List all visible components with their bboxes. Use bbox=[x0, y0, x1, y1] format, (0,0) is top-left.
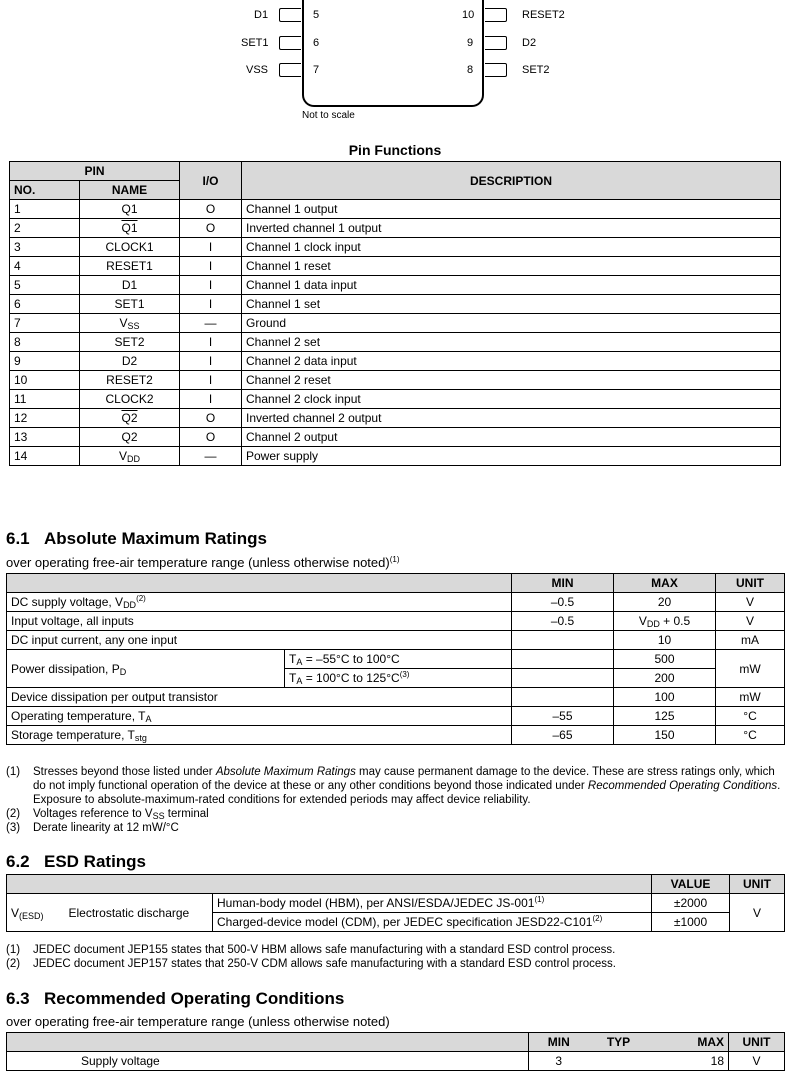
table-row bbox=[10, 447, 781, 466]
pin-io: I bbox=[180, 333, 242, 352]
pin-number: 5 bbox=[10, 276, 80, 295]
table-row bbox=[10, 219, 781, 238]
table-row bbox=[7, 894, 785, 913]
pin-io: I bbox=[180, 390, 242, 409]
header-unit: UNIT bbox=[716, 574, 785, 593]
pin-description: Channel 1 set bbox=[242, 295, 781, 314]
unit-value: V bbox=[729, 1052, 785, 1071]
unit-value: °C bbox=[716, 707, 785, 726]
table-row bbox=[10, 295, 781, 314]
pin-name: Q2 bbox=[80, 428, 180, 447]
pin-io: O bbox=[180, 200, 242, 219]
pin-name: SET1 bbox=[80, 295, 180, 314]
param-label: DC supply voltage, $V_{DD}^{(2)}$ bbox=[7, 593, 512, 612]
min-value: –65 bbox=[512, 726, 614, 745]
pin-io: O bbox=[180, 428, 242, 447]
pin-io: O bbox=[180, 409, 242, 428]
section-6-3-subtitle: over operating free-air temperature range (unless otherwise noted) bbox=[6, 1014, 390, 1029]
pin-label-left: D1 bbox=[254, 9, 269, 21]
section-title-text: Absolute Maximum Ratings bbox=[44, 529, 267, 548]
pin-label-right: RESET2 bbox=[522, 9, 565, 21]
footnote: (1) Stresses beyond those listed under Absolute Maximum Ratings may cause permanent damage to the device. These are stress ratings only, which do not imply functional operation of the device at these or any other conditions beyond those indicated under Recommended Operating Conditions. Exposure to absolute-maximum-rated conditions for extended periods may affect device reliability. bbox=[6, 766, 781, 806]
pin-number: 3 bbox=[10, 238, 80, 257]
symbol: $V_{(ESD)}$ bbox=[7, 894, 65, 932]
header-blank bbox=[7, 1033, 529, 1052]
table-row bbox=[10, 200, 781, 219]
package-body bbox=[302, 0, 484, 107]
min-value bbox=[512, 631, 614, 650]
pin-number: 4 bbox=[10, 257, 80, 276]
header-io: I/O bbox=[180, 162, 242, 200]
section-number: 6.1 bbox=[6, 529, 30, 548]
max-value: 500 bbox=[614, 650, 716, 669]
pin-io: I bbox=[180, 276, 242, 295]
pin-io: I bbox=[180, 257, 242, 276]
max-value: $V_{DD} + 0.5$ bbox=[614, 612, 716, 631]
param-label: Power dissipation, $P_D$ bbox=[7, 650, 285, 688]
unit-value: V bbox=[716, 612, 785, 631]
min-value: –0.5 bbox=[512, 612, 614, 631]
pin-name: Q1 bbox=[80, 219, 180, 238]
table-row bbox=[7, 1052, 785, 1071]
test-condition: Charged-device model (CDM), per JEDEC specification JESD22-C101$^{(2)}$ bbox=[213, 913, 652, 932]
param-label: Electrostatic discharge bbox=[65, 894, 213, 932]
pin-box bbox=[279, 63, 301, 77]
esd-value: ±1000 bbox=[652, 913, 730, 932]
pin-name: $V_{SS}$ bbox=[80, 314, 180, 333]
param-label: Storage temperature, $T_{stg}$ bbox=[7, 726, 512, 745]
pin-description: Inverted channel 2 output bbox=[242, 409, 781, 428]
pin-number: 2 bbox=[10, 219, 80, 238]
pin-description: Power supply bbox=[242, 447, 781, 466]
footnote: (3) Derate linearity at 12 mW/°C bbox=[6, 822, 179, 834]
pin-box bbox=[485, 8, 507, 22]
test-condition: Human-body model (HBM), per ANSI/ESDA/JEDEC JS-001$^{(1)}$ bbox=[213, 894, 652, 913]
table-row bbox=[7, 650, 785, 669]
header-min: MIN bbox=[512, 574, 614, 593]
condition: $T_A = 100^\circ C$ to $125^\circ C^{(3)}$ bbox=[285, 669, 512, 688]
pin-description: Channel 2 output bbox=[242, 428, 781, 447]
pin-name: D1 bbox=[80, 276, 180, 295]
pin-name: RESET2 bbox=[80, 371, 180, 390]
pin-io: I bbox=[180, 352, 242, 371]
pin-box bbox=[279, 8, 301, 22]
not-to-scale-note: Not to scale bbox=[302, 110, 355, 121]
header-blank bbox=[7, 875, 652, 894]
pin-io: — bbox=[180, 447, 242, 466]
max-value: 18 bbox=[649, 1052, 729, 1071]
min-value: 3 bbox=[529, 1052, 589, 1071]
table-row bbox=[7, 726, 785, 745]
max-value: 150 bbox=[614, 726, 716, 745]
pin-io: I bbox=[180, 295, 242, 314]
pin-name: CLOCK1 bbox=[80, 238, 180, 257]
unit-value: mW bbox=[716, 688, 785, 707]
pin-description: Ground bbox=[242, 314, 781, 333]
section-title-text: ESD Ratings bbox=[44, 852, 147, 871]
param-label: Supply voltage bbox=[7, 1052, 529, 1071]
section-number: 6.2 bbox=[6, 852, 30, 871]
table-row bbox=[10, 333, 781, 352]
header-unit: UNIT bbox=[730, 875, 785, 894]
pin-number: 10 bbox=[10, 371, 80, 390]
section-6-3-title bbox=[6, 989, 344, 1009]
table-row bbox=[10, 257, 781, 276]
header-typ: TYP bbox=[589, 1033, 649, 1052]
pin-number: 13 bbox=[10, 428, 80, 447]
pin-number: 7 bbox=[10, 314, 80, 333]
param-label: Operating temperature, $T_A$ bbox=[7, 707, 512, 726]
pin-box bbox=[279, 36, 301, 50]
header-max: MAX bbox=[649, 1033, 729, 1052]
pin-name: SET2 bbox=[80, 333, 180, 352]
pin-io: I bbox=[180, 238, 242, 257]
max-value: 10 bbox=[614, 631, 716, 650]
header-blank bbox=[7, 574, 512, 593]
pin-functions-table bbox=[9, 161, 781, 466]
header-max: MAX bbox=[614, 574, 716, 593]
table-row bbox=[10, 276, 781, 295]
pin-description: Channel 1 data input bbox=[242, 276, 781, 295]
pin-box bbox=[485, 36, 507, 50]
table-row bbox=[7, 707, 785, 726]
pin-number: 12 bbox=[10, 409, 80, 428]
pin-number: 9 bbox=[467, 37, 474, 49]
section-6-1-subtitle bbox=[6, 555, 399, 570]
header-description: DESCRIPTION bbox=[242, 162, 781, 200]
pin-description: Channel 2 data input bbox=[242, 352, 781, 371]
table-row bbox=[10, 390, 781, 409]
footnote: (1) JEDEC document JEP155 states that 500-V HBM allows safe manufacturing with a standard ESD control process. bbox=[6, 944, 616, 956]
table-row bbox=[7, 593, 785, 612]
pin-box bbox=[485, 63, 507, 77]
footnote: (2) JEDEC document JEP157 states that 250-V CDM allows safe manufacturing with a standard ESD control process. bbox=[6, 958, 616, 970]
pin-description: Channel 2 clock input bbox=[242, 390, 781, 409]
max-value: 100 bbox=[614, 688, 716, 707]
section-6-2-title bbox=[6, 852, 146, 872]
min-value bbox=[512, 650, 614, 669]
table-row bbox=[10, 371, 781, 390]
pin-label-left: VSS bbox=[246, 64, 269, 76]
pin-name: Q2 bbox=[80, 409, 180, 428]
header-value: VALUE bbox=[652, 875, 730, 894]
footnote-ref: (1) bbox=[389, 555, 400, 564]
typ-value bbox=[589, 1052, 649, 1071]
unit-value: mW bbox=[716, 650, 785, 688]
table-row bbox=[10, 409, 781, 428]
table-row bbox=[7, 612, 785, 631]
table-row bbox=[7, 688, 785, 707]
pin-label-left: SET1 bbox=[241, 37, 269, 49]
pin-description: Channel 2 set bbox=[242, 333, 781, 352]
pin-number: 1 bbox=[10, 200, 80, 219]
param-label: Input voltage, all inputs bbox=[7, 612, 512, 631]
min-value bbox=[512, 688, 614, 707]
pin-name: Q1 bbox=[80, 200, 180, 219]
pin-io: — bbox=[180, 314, 242, 333]
esd-value: ±2000 bbox=[652, 894, 730, 913]
table-row bbox=[7, 631, 785, 650]
roc-table bbox=[6, 1032, 785, 1071]
table-row bbox=[10, 352, 781, 371]
header-name: NAME bbox=[80, 181, 180, 200]
table-row bbox=[10, 428, 781, 447]
table-row bbox=[10, 238, 781, 257]
max-value: 200 bbox=[614, 669, 716, 688]
min-value bbox=[512, 669, 614, 688]
pin-description: Inverted channel 1 output bbox=[242, 219, 781, 238]
abs-max-table bbox=[6, 573, 785, 745]
pin-name: D2 bbox=[80, 352, 180, 371]
pin-description: Channel 1 reset bbox=[242, 257, 781, 276]
pin-io: O bbox=[180, 219, 242, 238]
pin-number: 9 bbox=[10, 352, 80, 371]
unit-value: °C bbox=[716, 726, 785, 745]
section-title-text: Recommended Operating Conditions bbox=[44, 989, 345, 1008]
pin-description: Channel 1 clock input bbox=[242, 238, 781, 257]
unit-value: V bbox=[716, 593, 785, 612]
pin-number: 8 bbox=[467, 64, 474, 76]
min-value: –55 bbox=[512, 707, 614, 726]
pin-io: I bbox=[180, 371, 242, 390]
pin-label-right: SET2 bbox=[522, 64, 550, 76]
pin-number: 6 bbox=[313, 37, 320, 49]
header-no: NO. bbox=[10, 181, 80, 200]
pin-description: Channel 1 output bbox=[242, 200, 781, 219]
pin-name: RESET1 bbox=[80, 257, 180, 276]
pin-number: 7 bbox=[313, 64, 320, 76]
section-6-1-title bbox=[6, 529, 267, 549]
max-value: 125 bbox=[614, 707, 716, 726]
param-label: Device dissipation per output transistor bbox=[7, 688, 512, 707]
abs-max-footnotes bbox=[6, 765, 786, 835]
param-label: DC input current, any one input bbox=[7, 631, 512, 650]
unit-value: V bbox=[730, 894, 785, 932]
header-pin: PIN bbox=[10, 162, 180, 181]
table-row bbox=[10, 314, 781, 333]
pin-functions-caption: Pin Functions bbox=[348, 142, 442, 158]
esd-footnotes bbox=[6, 943, 786, 971]
condition: $T_A = -55^\circ C$ to 100°C bbox=[285, 650, 512, 669]
pin-number: 8 bbox=[10, 333, 80, 352]
section-number: 6.3 bbox=[6, 989, 30, 1008]
max-value: 20 bbox=[614, 593, 716, 612]
pin-label-right: D2 bbox=[522, 37, 537, 49]
pin-number: 14 bbox=[10, 447, 80, 466]
pin-number: 6 bbox=[10, 295, 80, 314]
pin-number: 11 bbox=[10, 390, 80, 409]
min-value: –0.5 bbox=[512, 593, 614, 612]
pin-description: Channel 2 reset bbox=[242, 371, 781, 390]
esd-table bbox=[6, 874, 785, 932]
header-unit: UNIT bbox=[729, 1033, 785, 1052]
subtitle-text: over operating free-air temperature range (unless otherwise noted) bbox=[6, 555, 390, 570]
pin-number: 5 bbox=[313, 9, 320, 21]
pin-name: $V_{DD}$ bbox=[80, 447, 180, 466]
pin-number: 10 bbox=[462, 9, 475, 21]
header-min: MIN bbox=[529, 1033, 589, 1052]
footnote: (2) Voltages reference to $V_{SS}$ terminal bbox=[6, 808, 209, 821]
unit-value: mA bbox=[716, 631, 785, 650]
pin-name: CLOCK2 bbox=[80, 390, 180, 409]
